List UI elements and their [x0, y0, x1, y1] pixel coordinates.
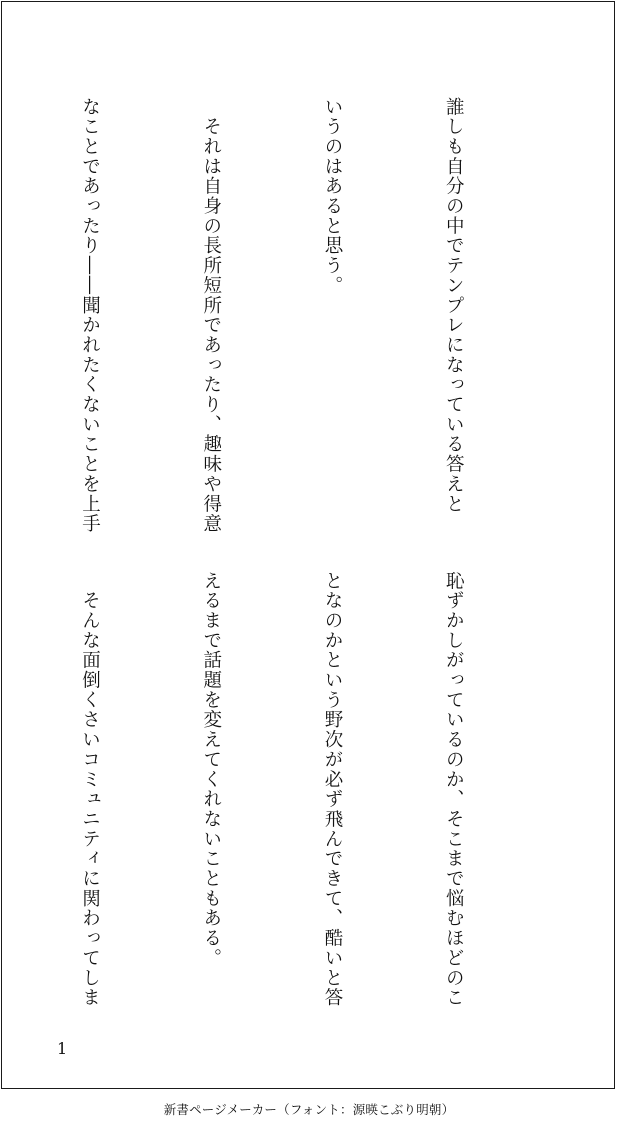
- text-line: なことであったり――聞かれたくないことを上手: [79, 97, 101, 534]
- lower-text-block: [0, 571, 554, 1008]
- text-line: 誰しも自分の中でテンプレになっている答えと: [443, 97, 465, 514]
- page-number: 1: [57, 1039, 68, 1058]
- text-line: 恥ずかしがっているのか、そこまで悩むほどのこ: [443, 571, 465, 1008]
- text-line: いうのはあると思う。: [321, 97, 343, 296]
- footer-credit: 新書ページメーカー（フォント：源暎こぶり明朝）: [163, 1102, 455, 1117]
- page-frame: [1, 1, 615, 1089]
- text-line: それは自身の長所短所であったり、趣味や得意: [200, 97, 222, 534]
- text-line: そんな面倒くさいコミュニティに関わってしま: [79, 571, 101, 1008]
- upper-text-block: [0, 97, 554, 534]
- text-line: えるまで話題を変えてくれないこともある。: [200, 571, 222, 968]
- text-line: となのかという野次が必ず飛んできて、酷いと答: [321, 571, 343, 1008]
